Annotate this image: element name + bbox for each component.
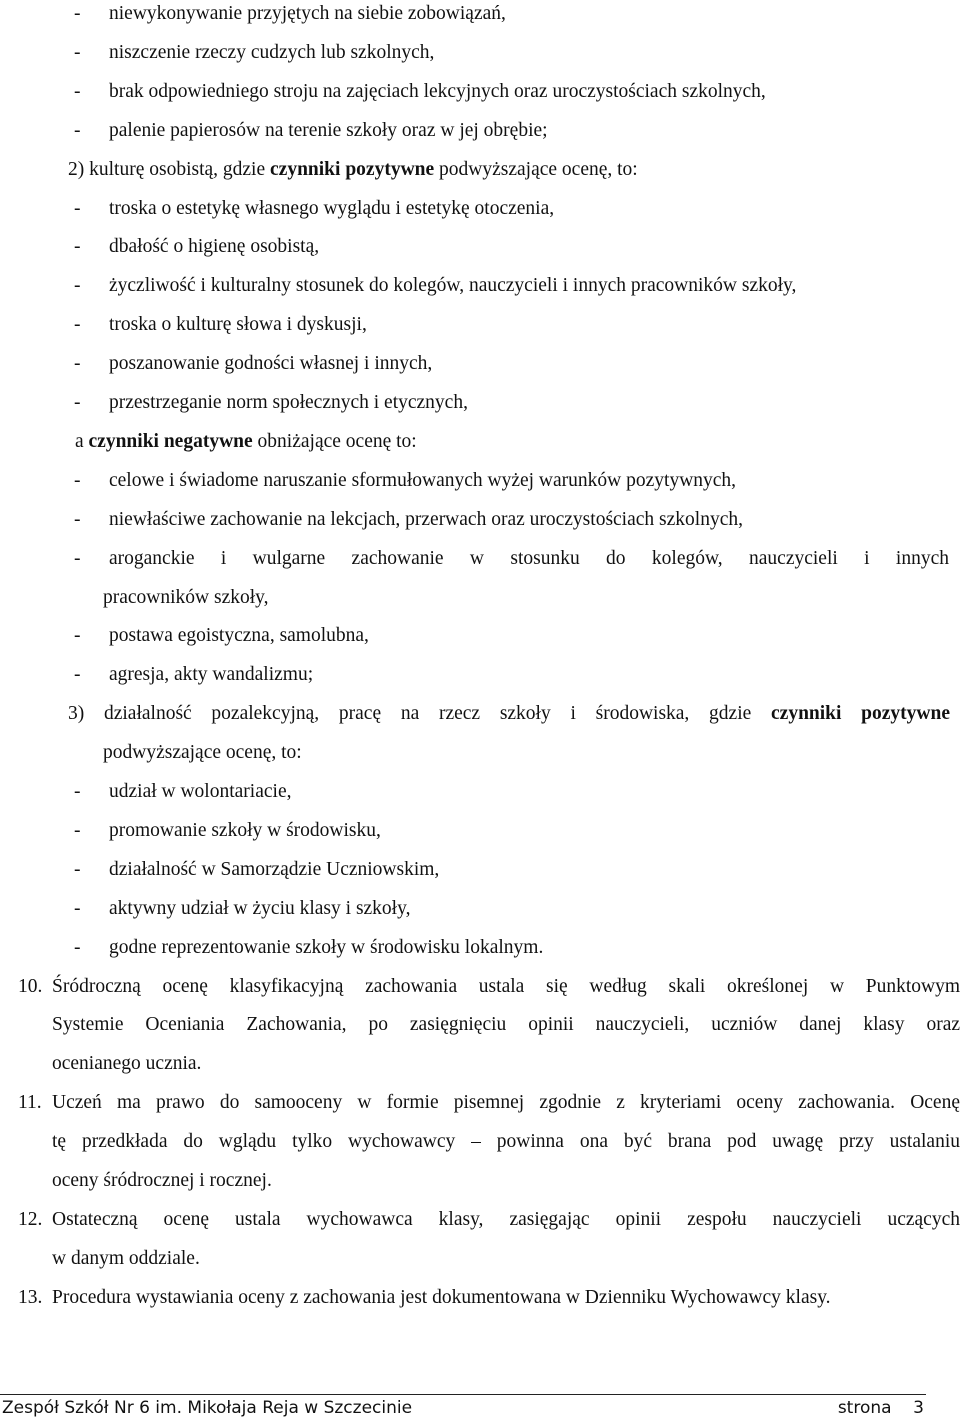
dash-bullet: - <box>74 508 81 530</box>
footer-page-label: strona <box>837 1398 892 1418</box>
section-number: 3) <box>68 703 85 725</box>
section-text: kulturę osobistą, gdzie <box>89 158 271 180</box>
point-text: oceny śródrocznej i rocznej. <box>52 1170 272 1191</box>
section-3-heading <box>68 702 950 726</box>
list-item-text: niewłaściwe zachowanie na lekcjach, przerwach oraz uroczystościach szkolnych, <box>109 508 743 530</box>
list-item-text: celowe i świadome naruszanie sformułowanych wyżej warunków pozytywnych, <box>109 469 737 491</box>
section-text: a <box>75 430 89 452</box>
point-number: 12. <box>18 1208 43 1230</box>
point-text: Śródroczną ocenę klasyfikacyjną zachowania ustala się według skali określonej w Punktowym <box>52 975 960 997</box>
list-item-text: godne reprezentowanie szkoły w środowisku lokalnym. <box>109 936 544 958</box>
point-text: Systemie Oceniania Zachowania, po zasięgnięciu opinii nauczycieli, uczniów danej klasy oraz <box>52 1014 960 1036</box>
list-item-text: poszanowanie godności własnej i innych, <box>109 353 433 375</box>
list-item-text: promowanie szkoły w środowisku, <box>109 819 381 841</box>
emphasis-text: czynniki pozytywne <box>270 158 435 180</box>
point-text: w danym oddziale. <box>52 1247 200 1269</box>
section-2-heading <box>68 158 638 182</box>
point-number: 10. <box>18 975 43 997</box>
dash-bullet: - <box>74 275 81 297</box>
dash-bullet: - <box>74 80 81 102</box>
dash-bullet: - <box>74 469 81 491</box>
point-text: tę przedkłada do wglądu tylko wychowawcy – powinna ona być brana pod uwagę przy ustalaniu <box>52 1131 960 1153</box>
section-number: 2) <box>68 158 85 180</box>
point-text: Procedura wystawiania oceny z zachowania jest dokumentowana w Dzienniku Wychowawcy klasy. <box>52 1286 831 1308</box>
section-text: podwyższające ocenę, to: <box>434 158 638 180</box>
dash-bullet: - <box>74 392 81 413</box>
list-item-text: dbałość o higienę osobistą, <box>109 236 320 258</box>
list-item-text: niewykonywanie przyjętych na siebie zobowiązań, <box>109 3 506 24</box>
negative-factors-intro <box>75 430 417 454</box>
dash-bullet: - <box>74 197 81 219</box>
list-item-text: życzliwość i kulturalny stosunek do kolegów, nauczycieli i innych pracowników szkoły, <box>109 275 797 297</box>
dash-bullet: - <box>74 353 81 375</box>
page-footer <box>0 1394 926 1418</box>
dash-bullet: - <box>74 781 81 802</box>
list-item-text: działalność w Samorządzie Uczniowskim, <box>109 858 440 880</box>
dash-bullet: - <box>74 936 81 958</box>
list-item-text: przestrzeganie norm społecznych i etycznych, <box>109 392 468 413</box>
emphasis-text: czynniki negatywne <box>88 430 253 452</box>
dash-bullet: - <box>74 314 81 336</box>
list-item-text: agresja, akty wandalizmu; <box>109 664 314 686</box>
dash-bullet: - <box>74 819 81 841</box>
footer-school-name: Zespół Szkół Nr 6 im. Mikołaja Reja w Szczecinie <box>2 1398 413 1418</box>
section-text: obniżające ocenę to: <box>252 430 417 452</box>
list-item-text: troska o estetykę własnego wyglądu i estetykę otoczenia, <box>109 197 555 219</box>
dash-bullet: - <box>74 664 81 686</box>
dash-bullet: - <box>74 858 81 880</box>
list-item-continuation: pracowników szkoły, <box>103 586 269 608</box>
dash-bullet: - <box>74 119 81 141</box>
list-item-text: niszczenie rzeczy cudzych lub szkolnych, <box>109 41 435 63</box>
dash-bullet: - <box>74 236 81 258</box>
point-text: ocenianego ucznia. <box>52 1053 202 1075</box>
point-number: 13. <box>18 1286 43 1308</box>
dash-bullet: - <box>74 547 81 569</box>
dash-bullet: - <box>74 3 81 24</box>
point-text: Ostateczną ocenę ustala wychowawca klasy, zasięgając opinii zespołu nauczycieli uczących <box>52 1208 960 1230</box>
list-item-text: brak odpowiedniego stroju na zajęciach lekcyjnych oraz uroczystościach szkolnych, <box>109 80 766 102</box>
point-number: 11. <box>18 1092 42 1114</box>
list-item-continuation: podwyższające ocenę, to: <box>103 742 302 764</box>
dash-bullet: - <box>74 625 81 647</box>
list-item-text: postawa egoistyczna, samolubna, <box>109 625 369 647</box>
list-item-text: palenie papierosów na terenie szkoły oraz w jej obrębie; <box>109 119 548 141</box>
footer-page-number: 3 <box>913 1398 924 1418</box>
list-item-text: aktywny udział w życiu klasy i szkoły, <box>109 897 411 919</box>
emphasis-text: czynniki pozytywne <box>771 703 951 725</box>
dash-bullet: - <box>74 41 81 63</box>
list-item-text: udział w wolontariacie, <box>109 781 292 802</box>
footer-page-indicator <box>838 1395 924 1421</box>
dash-bullet: - <box>74 897 81 919</box>
section-text: działalność pozalekcyjną, pracę na rzecz szkoły i środowiska, gdzie <box>103 703 772 725</box>
list-item-text: troska o kulturę słowa i dyskusji, <box>109 314 367 336</box>
point-text: Uczeń ma prawo do samooceny w formie pisemnej zgodnie z kryteriami oceny zachowania. Ocenę <box>52 1092 960 1114</box>
list-item-text: aroganckie i wulgarne zachowanie w stosunku do kolegów, nauczycieli i innych <box>109 547 949 569</box>
